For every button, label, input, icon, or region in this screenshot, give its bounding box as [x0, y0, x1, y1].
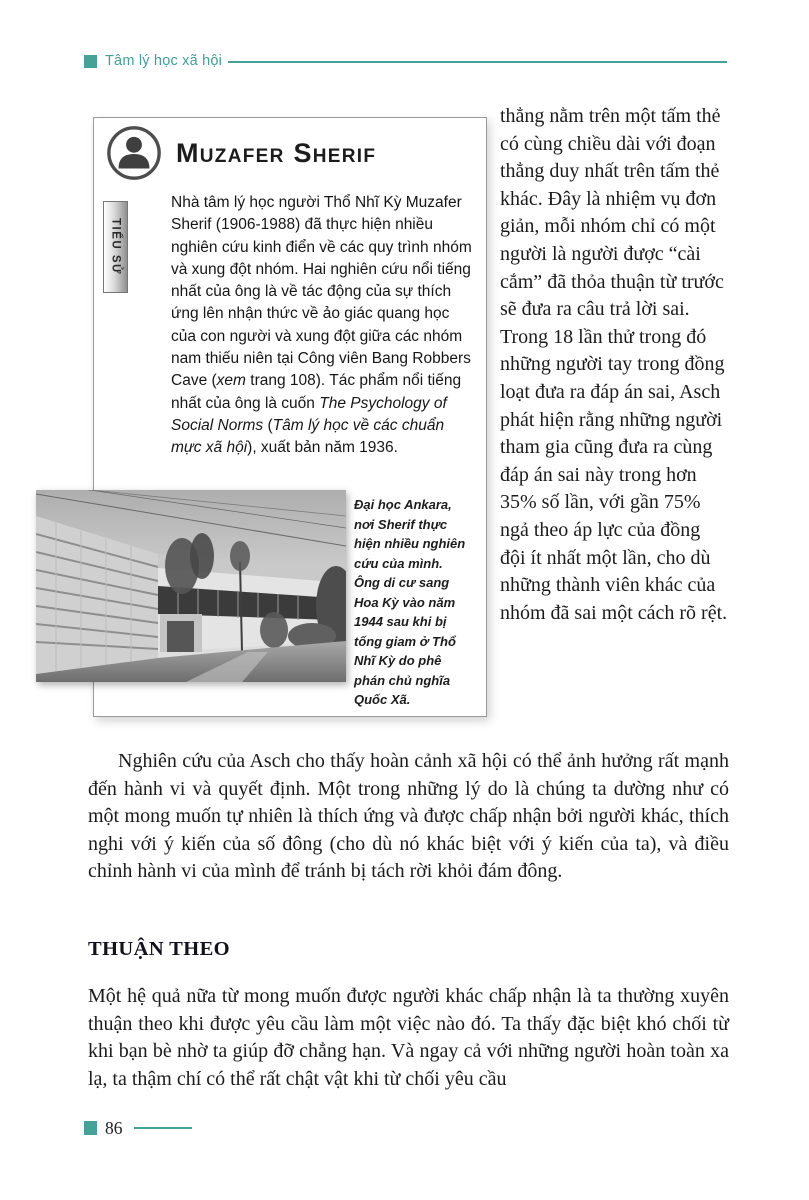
- section-heading: THUẬN THEO: [88, 938, 231, 960]
- running-header: [84, 53, 727, 69]
- biography-box: [93, 117, 487, 717]
- ankara-university-photo: [36, 490, 346, 682]
- body-paragraph-1: Nghiên cứu của Asch cho thấy hoàn cảnh xã hội có thể ảnh hưởng rất mạnh đến hành vi và quyết định. Một trong những lý do là chúng ta dường như có một mong muốn tự nhiên là thích ứng và được chấp nhận bởi người khác, thích nghi với ý kiến của số đông (cho dù nó khác biệt với ý kiến của ta), và điều chỉnh hành vi của mình để tránh bị tách rời khỏi đám đông.: [88, 750, 729, 882]
- header-rule: [228, 61, 727, 63]
- bio-tab: [103, 201, 128, 293]
- bio-body: [171, 192, 473, 460]
- bio-tab-label: TIỂU SỬ: [109, 218, 122, 276]
- bio-body-italic: The Psychology of Social Norms: [171, 394, 447, 434]
- accent-square-icon: [84, 1121, 97, 1135]
- bio-body-part: trang 108). Tác phẩm nổi tiếng nhất của ông là cuốn: [171, 372, 462, 412]
- bio-body-part: Nhà tâm lý học người Thổ Nhĩ Kỳ Muzafer Sherif (1906-1988) đã thực hiện nhiều nghiên cứu kinh điển về các quy trình nhóm và xung đột nhóm. Hai nghiên cứu nổi tiếng nhất của ông là về tác động của sự thích ứng lên nhận thức về ảo giác quang học của con người và xung đột giữa các nhóm nam thiếu niên tại Công viên Bang Robbers Cave (: [171, 194, 472, 390]
- bio-title: Muzafer Sherif: [176, 138, 377, 168]
- running-header-title: Tâm lý học xã hội: [105, 53, 223, 69]
- body-paragraph-2: Một hệ quả nữa từ mong muốn được người khác chấp nhận là ta thường xuyên thuận theo khi được yêu cầu làm một việc nào đó. Ta thấy đặc biệt khó chối từ khi bạn bè nhờ ta giúp đỡ chẳng hạn. Và ngay cả với những người hoàn toàn xa lạ, ta thậm chí có thể rất chật vật khi từ chối yêu cầu: [88, 985, 729, 1090]
- photo-caption: Đại học Ankara, nơi Sherif thực hiện nhiều nghiên cứu của mình. Ông di cư sang Hoa Kỳ vào năm 1944 sau khi bị tống giam ở Thổ Nhĩ Kỳ do phê phán chủ nghĩa Quốc Xã.: [354, 497, 466, 707]
- bio-body-italic: Tâm lý học về các chuẩn mực xã hội: [171, 416, 445, 457]
- bio-body-italic: xem: [216, 372, 246, 390]
- body-column-right: thẳng nằm trên một tấm thẻ có cùng chiều dài với đoạn thẳng duy nhất trên tấm thẻ khác. Đây là nhiệm vụ đơn giản, mỗi nhóm chỉ có một người là người được “cài cắm” đã thỏa thuận từ trước sẽ đưa ra câu trả lời sai. Trong 18 lần thử trong đó những người tay trong đồng loạt đưa ra đáp án sai, Asch phát hiện rằng những người tham gia cũng đưa ra cùng đáp án sai này trong hơn 35% số lần, với gần 75% ngả theo áp lực của đồng đội ít nhất một lần, cho dù những thành viên khác của nhóm đã sai một cách rõ rệt.: [500, 105, 728, 624]
- bio-body-part: ), xuất bản năm 1936.: [247, 439, 398, 457]
- footer-rule: [134, 1127, 192, 1129]
- bio-body-part: (: [263, 416, 273, 434]
- accent-square-icon: [84, 55, 97, 68]
- person-icon: [105, 124, 163, 182]
- page-number: 86: [105, 1118, 123, 1138]
